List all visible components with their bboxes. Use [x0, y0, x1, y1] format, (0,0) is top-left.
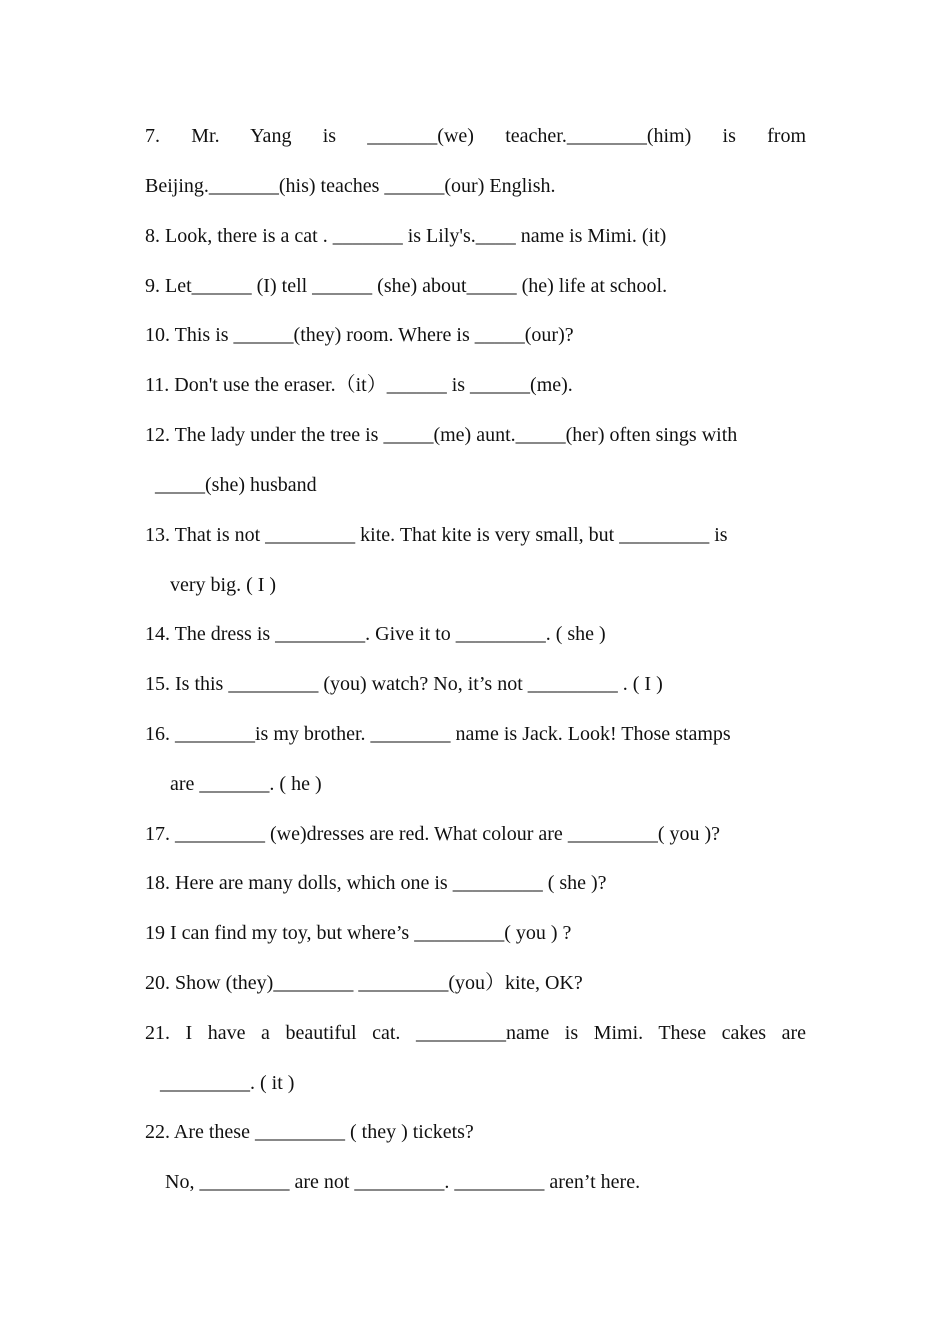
exercise-22-line-1: 22. Are these _________ ( they ) tickets? — [145, 1121, 474, 1143]
exercise-16-line-2: are _______. ( he ) — [145, 773, 322, 795]
exercise-22-line-2: No, _________ are not _________. _________ aren’t here. — [145, 1171, 641, 1193]
exercise-14: 14. The dress is _________. Give it to _________. ( she ) — [145, 623, 606, 645]
exercise-10: 10. This is ______(they) room. Where is _____(our)? — [145, 324, 574, 346]
exercise-15: 15. Is this _________ (you) watch? No, it’s not _________ . ( I ) — [145, 673, 663, 695]
exercise-7-line-2: Beijing._______(his) teaches ______(our) English. — [145, 175, 556, 197]
exercise-13-line-2: very big. ( I ) — [145, 574, 277, 596]
exercise-12-line-2: _____(she) husband — [145, 474, 317, 496]
exercise-19: 19 I can find my toy, but where’s _________( you ) ? — [145, 922, 572, 944]
exercise-9: 9. Let______ (I) tell ______ (she) about_____ (he) life at school. — [145, 275, 668, 297]
exercise-18: 18. Here are many dolls, which one is _________ ( she )? — [145, 872, 607, 894]
exercise-17: 17. _________ (we)dresses are red. What colour are _________( you )? — [145, 823, 721, 845]
exercise-12-line-1: 12. The lady under the tree is _____(me) aunt._____(her) often sings with — [145, 424, 738, 446]
exercise-20: 20. Show (they)________ _________(you）kite, OK? — [145, 972, 583, 994]
exercise-16-line-1: 16. ________is my brother. ________ name is Jack. Look! Those stamps — [145, 723, 731, 745]
exercise-8: 8. Look, there is a cat . _______ is Lily's.____ name is Mimi. (it) — [145, 225, 667, 247]
exercise-11: 11. Don't use the eraser.（it）______ is ______(me). — [145, 374, 573, 396]
exercise-21-line-2: _________. ( it ) — [145, 1072, 295, 1094]
exercise-21-line-1: 21. I have a beautiful cat. _________name is Mimi. These cakes are — [145, 1022, 806, 1044]
exercise-13-line-1: 13. That is not _________ kite. That kite is very small, but _________ is — [145, 524, 728, 546]
exercise-7-line-1: 7. Mr. Yang is _______(we) teacher.________(him) is from — [145, 125, 806, 147]
